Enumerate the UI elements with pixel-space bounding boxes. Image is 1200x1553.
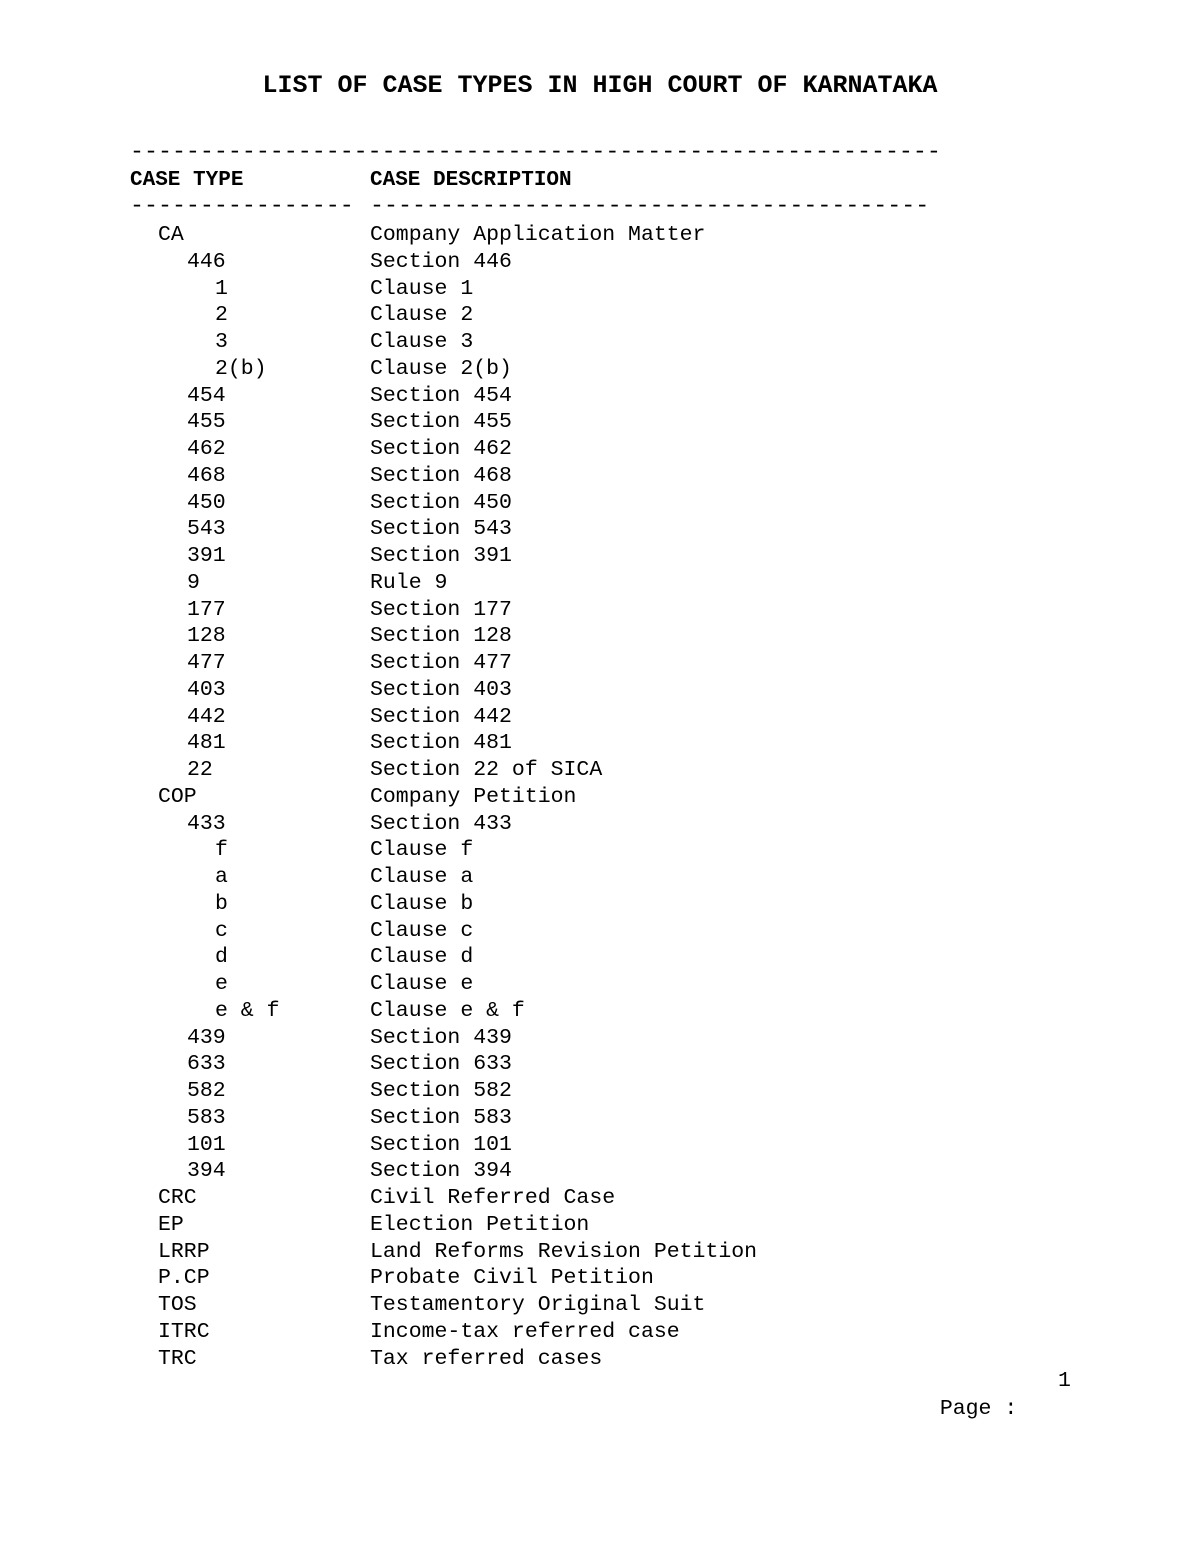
case-description: Clause c [370, 918, 474, 943]
case-description: Section 22 of SICA [370, 758, 603, 782]
case-type-code: b [215, 891, 228, 916]
case-type-code: CRC [158, 1186, 197, 1210]
list-item [0, 1050, 1200, 1077]
case-description: Rule 9 [370, 570, 448, 595]
page-title: LIST OF CASE TYPES IN HIGH COURT OF KARNATAKA [262, 71, 938, 100]
list-item [0, 328, 1200, 355]
list-item [0, 1238, 1200, 1265]
case-description: Clause 2(b) [370, 356, 512, 381]
list-item [0, 756, 1200, 783]
list-item [0, 943, 1200, 970]
case-type-code: 450 [187, 490, 226, 515]
top-rule: ---------------------------------------------------------- [130, 139, 941, 165]
case-type-code: P.CP [158, 1266, 210, 1291]
list-item [0, 1131, 1200, 1158]
case-type-code: 128 [187, 624, 226, 649]
case-type-code: 477 [187, 651, 226, 675]
case-type-code: TOS [158, 1293, 197, 1317]
case-type-code: 583 [187, 1105, 226, 1130]
list-item [0, 248, 1200, 275]
case-type-code: e [215, 972, 228, 996]
case-description: Section 394 [370, 1159, 512, 1184]
case-description: Section 633 [370, 1052, 512, 1077]
list-item [0, 890, 1200, 917]
case-type-code: ITRC [158, 1319, 210, 1344]
list-item [0, 810, 1200, 837]
case-type-code: 9 [187, 570, 200, 595]
case-type-code: 633 [187, 1052, 226, 1077]
list-item [0, 1184, 1200, 1211]
case-description: Clause f [370, 838, 474, 863]
case-description: Company Petition [370, 784, 577, 809]
case-type-code: 543 [187, 517, 226, 542]
list-item [0, 489, 1200, 516]
description-underline-rule: ---------------------------------------- [370, 193, 930, 219]
case-description: Section 583 [370, 1105, 512, 1130]
case-description: Section 468 [370, 463, 512, 488]
column-header-description: CASE DESCRIPTION [370, 169, 572, 192]
case-type-code: a [215, 865, 228, 889]
list-item [0, 1211, 1200, 1238]
case-description: Clause 3 [370, 330, 474, 354]
list-item [0, 622, 1200, 649]
case-type-code: 455 [187, 410, 226, 435]
case-description: Clause e [370, 972, 474, 996]
case-description: Section 128 [370, 624, 512, 649]
list-item [0, 1157, 1200, 1184]
list-item [0, 1024, 1200, 1051]
case-type-code: d [215, 945, 228, 970]
case-type-code: 2(b) [215, 356, 267, 381]
case-description: Election Petition [370, 1212, 590, 1237]
list-item [0, 783, 1200, 810]
case-type-code: COP [158, 784, 197, 809]
list-item [0, 729, 1200, 756]
case-description: Section 481 [370, 731, 512, 756]
case-description: Section 455 [370, 410, 512, 435]
case-type-code: 101 [187, 1132, 226, 1157]
list-item [0, 997, 1200, 1024]
case-description: Land Reforms Revision Petition [370, 1239, 758, 1264]
list-item [0, 355, 1200, 382]
list-item [0, 703, 1200, 730]
case-type-code: 394 [187, 1159, 226, 1184]
list-item [0, 1318, 1200, 1345]
case-description: Tax referred cases [370, 1346, 603, 1371]
case-description: Section 391 [370, 544, 512, 568]
list-item [0, 1345, 1200, 1372]
list-item [0, 649, 1200, 676]
list-item [0, 569, 1200, 596]
case-description: Section 543 [370, 517, 512, 542]
case-type-code: 439 [187, 1025, 226, 1050]
case-description: Section 433 [370, 811, 512, 836]
list-item [0, 275, 1200, 302]
case-type-code: EP [158, 1212, 184, 1237]
case-type-code: e & f [215, 998, 280, 1023]
page-label: Page : [939, 1397, 1018, 1421]
case-type-code: 177 [187, 597, 226, 622]
list-item [0, 408, 1200, 435]
case-type-code: LRRP [158, 1239, 210, 1264]
case-type-code: 454 [187, 383, 226, 408]
list-item [0, 1264, 1200, 1291]
case-type-code: 2 [215, 303, 228, 328]
page-number: 1 [1058, 1369, 1071, 1393]
case-type-code: TRC [158, 1346, 197, 1371]
case-type-code: 22 [187, 758, 213, 782]
case-description: Clause e & f [370, 998, 525, 1023]
list-item [0, 542, 1200, 569]
case-type-code: 442 [187, 704, 226, 729]
case-type-code: 1 [215, 276, 228, 301]
type-underline-rule: ---------------- [130, 193, 354, 219]
list-item [0, 1077, 1200, 1104]
page-footer [914, 1367, 1071, 1451]
list-item [0, 1291, 1200, 1318]
case-description: Section 450 [370, 490, 512, 515]
case-type-code: c [215, 918, 228, 943]
case-type-code: 462 [187, 437, 226, 461]
case-description: Section 477 [370, 651, 512, 675]
case-type-code: 3 [215, 330, 228, 354]
case-description: Civil Referred Case [370, 1186, 616, 1210]
list-item [0, 221, 1200, 248]
list-item [0, 1104, 1200, 1131]
case-type-code: 582 [187, 1079, 226, 1103]
column-header-type: CASE TYPE [130, 169, 244, 192]
list-item [0, 917, 1200, 944]
case-description: Clause 2 [370, 303, 474, 328]
case-type-code: 433 [187, 811, 226, 836]
case-description: Probate Civil Petition [370, 1266, 654, 1291]
case-description: Clause b [370, 891, 474, 916]
case-type-code: 446 [187, 249, 226, 274]
list-item [0, 435, 1200, 462]
list-item [0, 462, 1200, 489]
case-description: Section 454 [370, 383, 512, 408]
case-description: Section 582 [370, 1079, 512, 1103]
case-description: Clause 1 [370, 276, 474, 301]
list-item [0, 836, 1200, 863]
case-description: Company Application Matter [370, 223, 706, 247]
list-item [0, 970, 1200, 997]
list-item [0, 301, 1200, 328]
case-description: Clause a [370, 865, 474, 889]
case-description: Testamentory Original Suit [370, 1293, 706, 1317]
list-item [0, 382, 1200, 409]
case-description: Section 462 [370, 437, 512, 461]
case-description: Clause d [370, 945, 474, 970]
case-description: Income-tax referred case [370, 1319, 680, 1344]
case-type-code: 391 [187, 544, 226, 568]
list-item [0, 863, 1200, 890]
case-description: Section 442 [370, 704, 512, 729]
case-type-list [0, 221, 1200, 1371]
list-item [0, 676, 1200, 703]
case-description: Section 403 [370, 677, 512, 702]
case-type-code: 468 [187, 463, 226, 488]
case-type-code: f [215, 838, 228, 863]
case-description: Section 439 [370, 1025, 512, 1050]
list-item [0, 515, 1200, 542]
case-description: Section 177 [370, 597, 512, 622]
list-item [0, 596, 1200, 623]
case-description: Section 446 [370, 249, 512, 274]
case-description: Section 101 [370, 1132, 512, 1157]
case-type-code: 481 [187, 731, 226, 756]
case-type-code: CA [158, 223, 184, 247]
case-type-code: 403 [187, 677, 226, 702]
